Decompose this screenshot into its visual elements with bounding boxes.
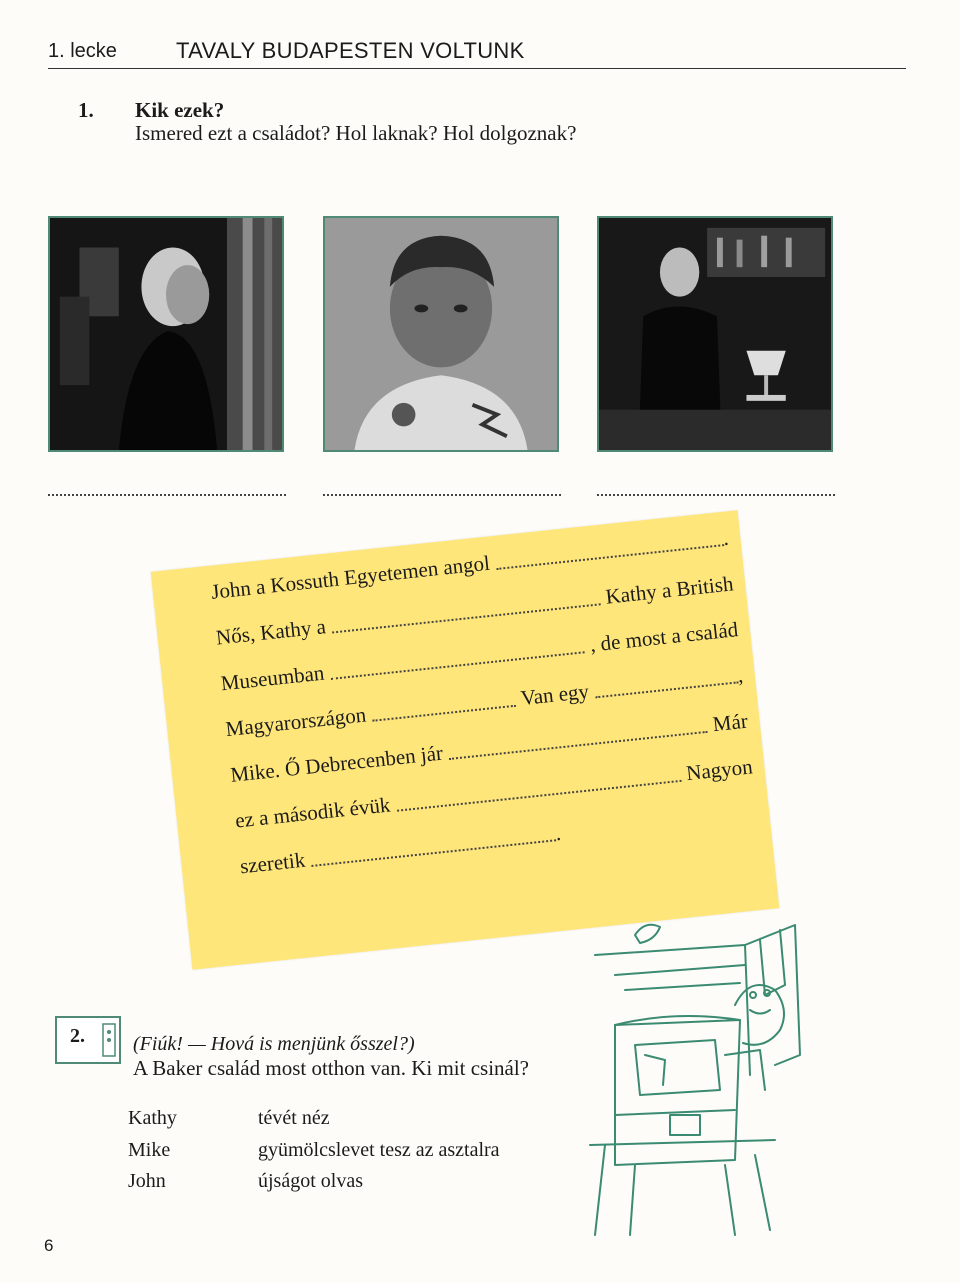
lesson-label: 1. lecke: [48, 40, 117, 62]
tv-icon: [55, 1016, 121, 1064]
note-text-segment: Mike. Ő Debrecenben jár: [229, 740, 444, 787]
note-text-segment: , de most a család: [588, 617, 740, 657]
exercise-1-question: Ismered ezt a családot? Hol laknak? Hol dolgoznak?: [135, 121, 577, 145]
note-text-segment: .: [721, 525, 730, 551]
exercise-2-number: 2.: [70, 1025, 85, 1047]
photo-kathy: [48, 216, 284, 452]
note-text-segment: ,: [736, 662, 745, 688]
person-name: John: [128, 1170, 166, 1192]
note-text-segment: szeretik: [238, 847, 307, 879]
note-text-segment: Már: [711, 708, 749, 737]
suitcase-cartoon-illustration: [575, 915, 815, 1245]
photo-john: [597, 216, 833, 452]
exercise-2-quote: (Fiúk! — Hová is menjünk ősszel?): [133, 1033, 415, 1055]
note-text-segment: Van egy: [519, 679, 590, 711]
person-name: Mike: [128, 1139, 171, 1161]
lesson-title: TAVALY BUDAPESTEN VOLTUNK: [176, 38, 525, 63]
note-text-segment: Museumban: [219, 660, 326, 696]
person-activity: újságot olvas: [258, 1170, 363, 1192]
note-text-segment: Magyarországon: [224, 702, 368, 742]
note-text-segment: .: [554, 820, 562, 846]
person-activity: gyümölcslevet tesz az asztalra: [258, 1139, 500, 1161]
answer-line-1: [48, 488, 286, 496]
exercise-1-number: 1.: [78, 98, 94, 122]
person-activity: tévét néz: [258, 1107, 330, 1129]
page-header: [48, 36, 906, 69]
note-text-segment: John a Kossuth Egyetemen angol: [210, 550, 491, 604]
person-name: Kathy: [128, 1107, 177, 1129]
exercise-1-title: Kik ezek?: [135, 98, 225, 122]
exercise-2-instruction: A Baker család most otthon van. Ki mit csinál?: [133, 1056, 530, 1080]
note-text-segment: Nagyon: [685, 754, 754, 786]
note-text-segment: ez a második évük: [234, 792, 392, 833]
photo-mike: [323, 216, 559, 452]
page-number: 6: [44, 1236, 54, 1255]
answer-line-2: [323, 488, 561, 496]
note-text-segment: Nős, Kathy a: [214, 614, 327, 650]
answer-line-3: [597, 488, 835, 496]
note-text-segment: Kathy a British: [604, 571, 735, 609]
